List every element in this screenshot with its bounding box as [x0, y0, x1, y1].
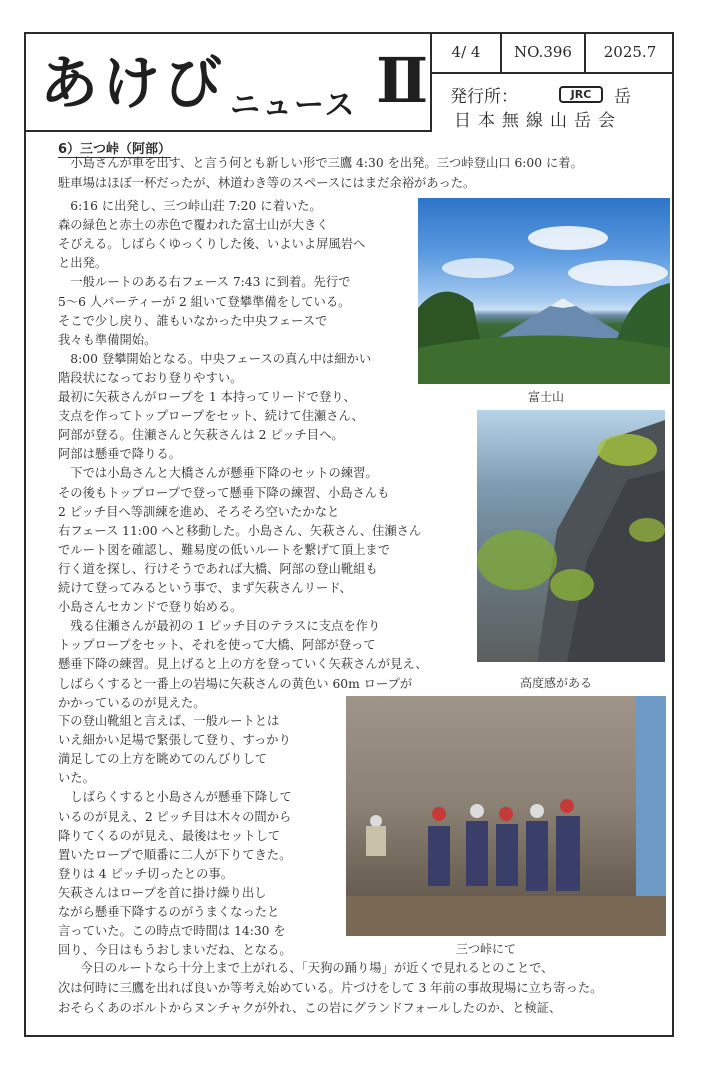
publisher-label: 発行所：	[450, 87, 518, 107]
issue-date: 2025.7	[586, 32, 674, 74]
masthead-volume: Ⅱ	[376, 44, 429, 117]
page-number: 4/ 4	[432, 32, 502, 74]
body-line: 言っていた。この時点で時間は 14:30 を	[58, 924, 286, 939]
rock-face-illustration	[477, 410, 665, 662]
photo-group-at-mitsutoge	[346, 696, 666, 936]
body-line: 残る住瀬さんが最初の 1 ピッチ目のテラスに支点を作り	[58, 619, 381, 634]
publisher-suffix: 岳	[614, 87, 631, 107]
body-line: 行く道を探し、行けそうであれば大橋、阿部の登山靴組も	[58, 561, 378, 576]
masthead-subtitle: ニュース	[230, 88, 357, 123]
masthead-title: あけび	[40, 49, 227, 117]
publisher-name: 日本無線山岳会	[454, 111, 622, 131]
body-line: 続けて登ってみるという事で、まず矢萩さんリード、	[58, 581, 352, 595]
body-line: しばらくすると一番上の岩場に矢萩さんの黄色い 60m ロープが	[58, 676, 413, 691]
body-line: 今日のルートなら十分上まで上がれる、「天狗の踊り場」が近くで見れるとのことで、	[68, 961, 554, 975]
body-line: 懸垂下降の練習。見上げると上の方を登っていく矢萩さんが見え、	[58, 657, 428, 672]
mt-fuji-illustration	[418, 198, 670, 384]
body-line: 一般ルートのある右フェース 7:43 に到着。先行で	[58, 275, 351, 290]
body-line: 5～6 人パーティーが 2 組いて登攀準備をしている。	[58, 294, 351, 309]
body-line: 降りてくるのが見え、最後はセットして	[58, 828, 281, 843]
section-title: 6）三つ峠（阿部）	[58, 138, 171, 158]
body-line: 駐車場はほぼ一杯だったが、林道わき等のスペースにはまだ余裕があった。	[58, 176, 476, 190]
body-line: おそらくあのボルトからヌンチャクが外れ、この岩にグランドフォールしたのか、と検証、	[58, 1001, 562, 1015]
body-line: 8:00 登攀開始となる。中央フェースの真ん中は細かい	[58, 351, 372, 366]
body-line: 小島さんが車を出す、と言う何とも新しい形で三鷹 4:30 を出発。三つ峠登山口 6:00 に着。	[58, 156, 583, 170]
body-line: 小島さんセカンドで登り始める。	[58, 600, 243, 615]
photo-caption: 三つ峠にて	[456, 942, 517, 956]
photo-caption: 富士山	[528, 390, 565, 404]
body-line: いた。	[58, 771, 95, 786]
body-line: 森の緑色と赤土の赤色で覆われた富士山が大きく	[58, 218, 329, 233]
body-line: ながら懸垂下降するのがうまくなったと	[58, 905, 280, 919]
body-line: 階段状になっており登りやすい。	[58, 370, 243, 385]
body-line: そこで少し戻り、誰もいなかった中央フェースで	[58, 313, 328, 328]
body-line: 回り、今日はもうおしまいだね、となる。	[58, 943, 292, 958]
body-line: 我々も準備開始。	[58, 332, 157, 347]
body-line: と出発。	[58, 256, 108, 271]
body-line: 次は何時に三鷹を出れば良いか等考え始めている。片づけをして 3 年前の事故現場に立ち寄った。	[58, 981, 603, 995]
body-line: 下では小島さんと大橋さんが懸垂下降のセットの練習。	[58, 466, 378, 481]
photo-caption: 高度感がある	[520, 676, 593, 690]
body-line: 置いたロープで順番に二人が下りてきた。	[58, 847, 292, 862]
body-line: いるのが見え、2 ピッチ目は木々の間から	[58, 809, 292, 824]
body-line: 阿部が登る。住瀬さんと矢萩さんは 2 ピッチ目へ。	[58, 428, 344, 443]
body-line: 2 ピッチ目へ等訓練を進め、そろそろ空いたかなと	[58, 504, 340, 519]
body-line: 阿部は懸垂で降りる。	[58, 447, 181, 462]
body-line: トップロープをセット、それを使って大橋、阿部が登って	[58, 638, 376, 653]
body-line: かかっているのが見えた。	[58, 695, 206, 710]
body-line: 登りは 4 ピッチ切ったとの事。	[58, 866, 234, 881]
body-line: 満足しての上方を眺めてのんびりして	[58, 752, 268, 767]
photo-mt-fuji	[418, 198, 670, 384]
body-line: その後もトップロープで登って懸垂下降の練習、小島さんも	[58, 485, 390, 500]
body-line: いえ細かい足場で緊張して登り、すっかり	[58, 733, 291, 748]
body-line: 右フェース 11:00 へと移動した。小島さん、矢萩さん、住瀬さん	[58, 523, 422, 538]
body-line: 最初に矢萩さんがロープを 1 本持ってリードで登り、	[58, 390, 356, 404]
body-line: 支点を作ってトップロープをセット、続けて住瀬さん、	[58, 409, 364, 424]
body-line: 下の登山靴組と言えば、一般ルートとは	[58, 714, 280, 728]
body-line: 矢萩さんはロープを首に掛け繰り出し	[58, 885, 267, 900]
photo-rock-face	[477, 410, 665, 662]
body-line: 6:16 に出発し、三つ峠山荘 7:20 に着いた。	[58, 199, 322, 213]
issue-number: NO.396	[502, 32, 586, 74]
body-line: でルート図を確認し、難易度の低いルートを繋げて頂上まで	[58, 542, 391, 557]
group-photo-illustration	[346, 696, 666, 936]
jrc-logo: JRC	[559, 86, 603, 103]
body-line: しばらくすると小島さんが懸垂下降して	[58, 790, 292, 805]
body-line: そびえる。しばらくゆっくりした後、いよいよ屏風岩へ	[58, 237, 366, 252]
